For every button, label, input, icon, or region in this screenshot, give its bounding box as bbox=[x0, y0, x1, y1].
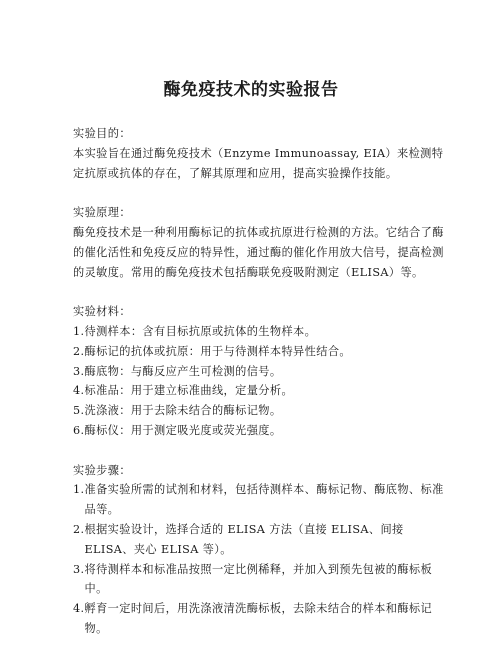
list-item bbox=[73, 520, 445, 560]
section-heading: 实验原理： bbox=[73, 206, 131, 220]
list-item bbox=[73, 599, 445, 639]
list-item-text: 将待测样本和标准品按照一定比例稀释，并加入到预先包被的酶标板中。 bbox=[84, 562, 433, 596]
list-item-text: 标准品：用于建立标准曲线，定量分析。 bbox=[84, 384, 294, 398]
list-item-text: 酶标记的抗体或抗原：用于与待测样本特异性结合。 bbox=[84, 344, 351, 358]
list-item bbox=[73, 480, 445, 520]
list-item-text: 孵育一定时间后，用洗涤液清洗酶标板，去除未结合的样本和酶标记物。 bbox=[84, 602, 433, 635]
list-item bbox=[73, 381, 445, 401]
list-item-text: 洗涤液：用于去除未结合的酶标记物。 bbox=[84, 404, 282, 418]
section-heading: 实验材料： bbox=[73, 305, 131, 319]
steps-list bbox=[73, 480, 445, 638]
list-item-number: 4. bbox=[73, 384, 85, 398]
document-body bbox=[73, 124, 445, 639]
section-materials bbox=[73, 302, 445, 441]
section-steps bbox=[73, 461, 445, 639]
list-item bbox=[73, 560, 445, 600]
section-purpose bbox=[73, 124, 445, 183]
materials-list bbox=[73, 322, 445, 441]
list-item-text: 准备实验所需的试剂和材料，包括待测样本、酶标记物、酶底物、标准品等。 bbox=[84, 483, 444, 517]
list-item bbox=[73, 421, 445, 441]
section-paragraph: 本实验旨在通过酶免疫技术（Enzyme Immunoassay, EIA）来检测特定抗原或抗体的存在，了解其原理和应用，提高实验操作技能。 bbox=[73, 146, 444, 180]
list-item-number: 2. bbox=[73, 522, 85, 536]
list-item-number: 6. bbox=[73, 423, 85, 437]
list-item-text: 根据实验设计，选择合适的 ELISA 方法（直接 ELISA、间接 ELISA、夹心 ELISA 等）。 bbox=[84, 522, 404, 556]
list-item-text: 酶标仪：用于测定吸光度或荧光强度。 bbox=[84, 423, 282, 437]
list-item-number: 5. bbox=[73, 404, 85, 418]
list-item-text: 待测样本：含有目标抗原或抗体的生物样本。 bbox=[84, 324, 317, 338]
list-item bbox=[73, 401, 445, 421]
list-item-number: 2. bbox=[73, 344, 85, 358]
list-item bbox=[73, 342, 445, 362]
document-title: 酶免疫技术的实验报告 bbox=[163, 80, 339, 100]
section-heading: 实验目的： bbox=[73, 127, 131, 140]
list-item-number: 1. bbox=[73, 324, 85, 338]
list-item-number: 4. bbox=[73, 602, 85, 616]
section-heading: 实验步骤： bbox=[73, 463, 131, 477]
list-item bbox=[73, 362, 445, 382]
list-item-number: 3. bbox=[73, 364, 85, 378]
section-principle bbox=[73, 203, 445, 282]
section-paragraph: 酶免疫技术是一种利用酶标记的抗体或抗原进行检测的方法。它结合了酶的催化活性和免疫反应的特异性，通过酶的催化作用放大信号，提高检测的灵敏度。常用的酶免疫技术包括酶联免疫吸附测定（ELISA）等。 bbox=[73, 225, 444, 279]
list-item-number: 3. bbox=[73, 562, 85, 576]
list-item-number: 1. bbox=[73, 483, 85, 497]
list-item-text: 酶底物：与酶反应产生可检测的信号。 bbox=[84, 364, 282, 378]
list-item bbox=[73, 322, 445, 342]
